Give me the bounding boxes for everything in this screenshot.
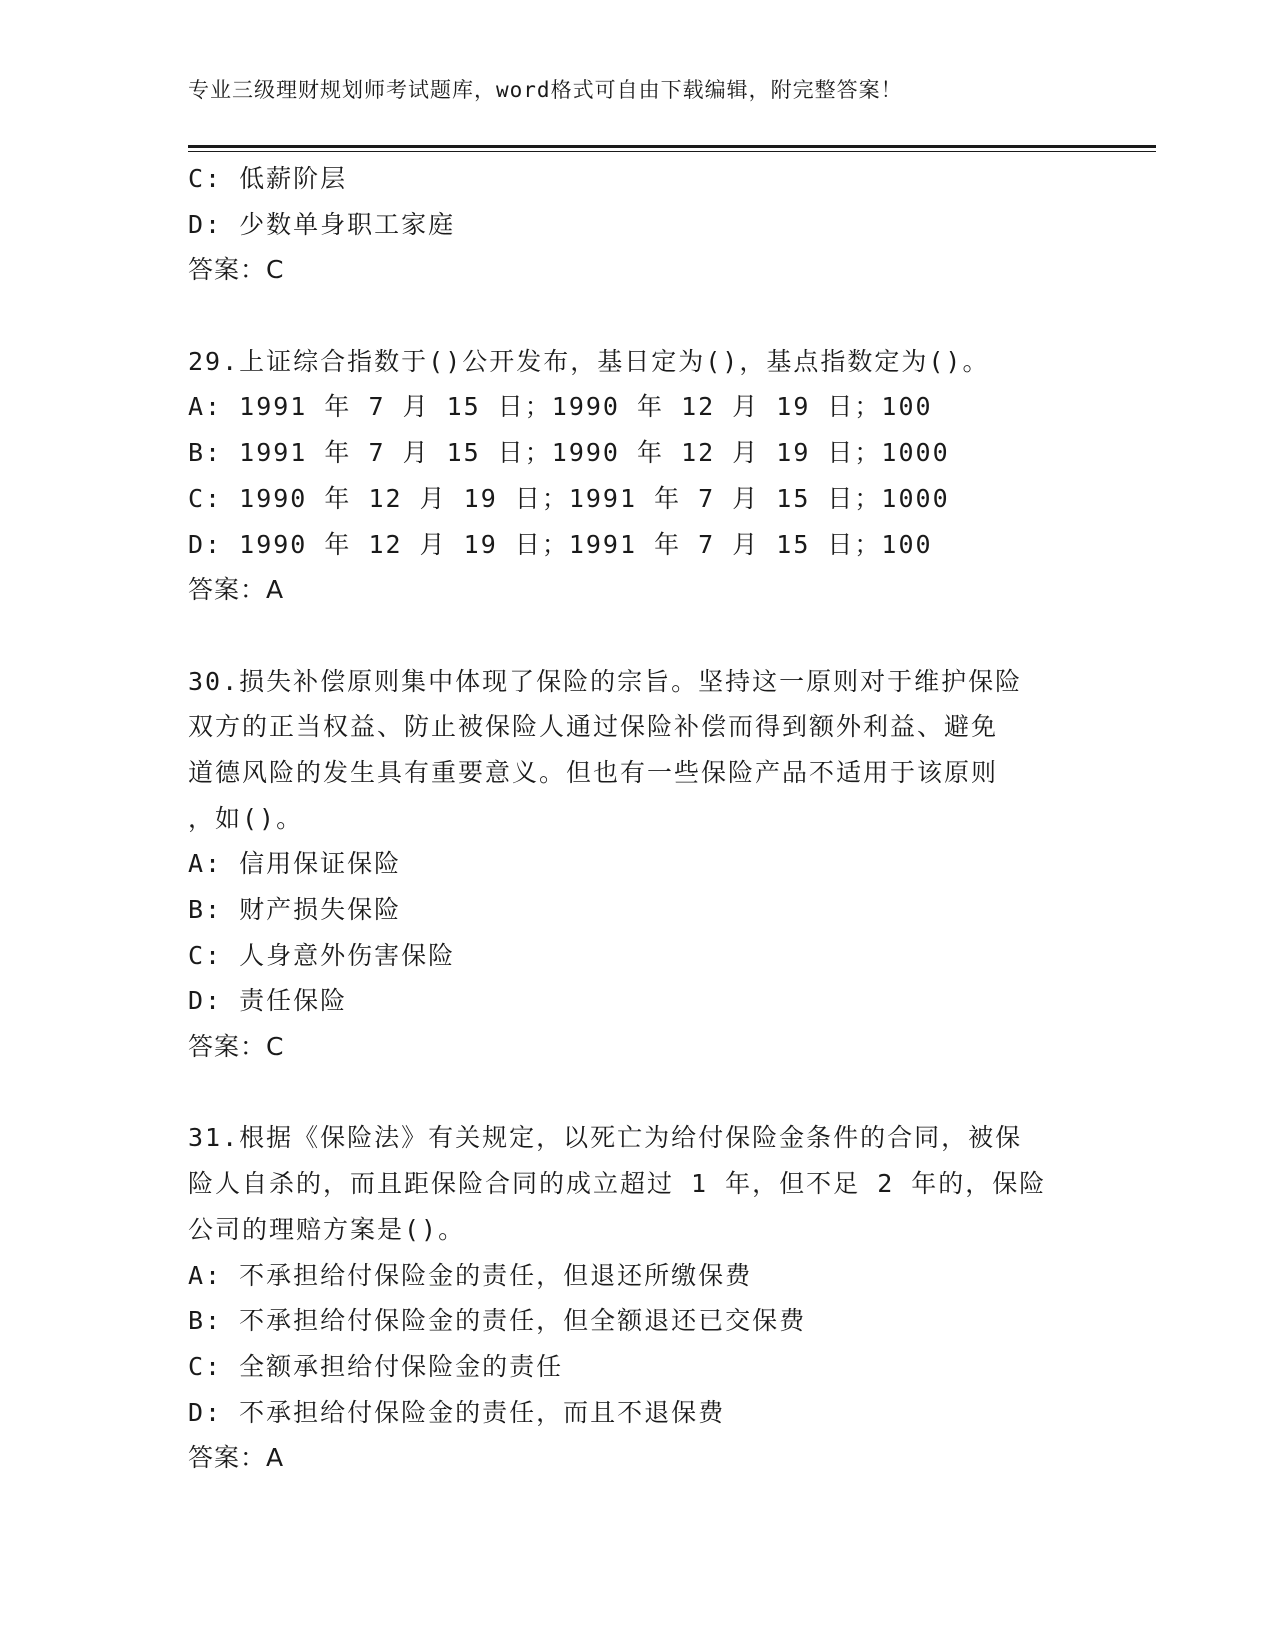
option-line: B: 1991 年 7 月 15 日；1990 年 12 月 19 日；1000	[188, 438, 950, 468]
option-line: A: 1991 年 7 月 15 日；1990 年 12 月 19 日；100	[188, 392, 933, 422]
option-line: A: 信用保证保险	[188, 849, 402, 879]
answer-line: 答案：A	[188, 575, 285, 605]
spacer	[188, 1070, 1088, 1116]
question-stem: 31.根据《保险法》有关规定，以死亡为给付保险金条件的合同，被保	[188, 1123, 1023, 1153]
option-line: C: 1990 年 12 月 19 日；1991 年 7 月 15 日；1000	[188, 483, 950, 513]
question-stem: ，如()。	[188, 803, 304, 833]
answer-line: 答案：C	[188, 255, 285, 285]
question-stem: 双方的正当权益、防止被保险人通过保险补偿而得到额外利益、避免	[188, 712, 999, 742]
answer-line: 答案：A	[188, 1443, 285, 1473]
option-line: D: 少数单身职工家庭	[188, 209, 456, 239]
option-line: D: 不承担给付保险金的责任，而且不退保费	[188, 1397, 726, 1427]
option-line: C: 低薪阶层	[188, 164, 348, 193]
option-line: A: 不承担给付保险金的责任，但退还所缴保费	[188, 1260, 753, 1290]
spacer	[188, 293, 1088, 339]
option-line: C: 全额承担给付保险金的责任	[188, 1351, 564, 1381]
question-stem: 公司的理赔方案是()。	[188, 1214, 466, 1244]
header-rule-thick	[188, 145, 1156, 148]
option-line: B: 财产损失保险	[188, 895, 402, 924]
option-line: B: 不承担给付保险金的责任，但全额退还已交保费	[188, 1306, 807, 1336]
question-stem: 险人自杀的，而且距保险合同的成立超过 1 年，但不足 2 年的，保险	[188, 1169, 1047, 1199]
answer-line: 答案：C	[188, 1032, 285, 1062]
option-line: C: 人身意外伤害保险	[188, 940, 456, 970]
option-line: D: 责任保险	[188, 986, 348, 1016]
question-stem: 30.损失补偿原则集中体现了保险的宗旨。坚持这一原则对于维护保险	[188, 666, 1023, 696]
question-stem: 道德风险的发生具有重要意义。但也有一些保险产品不适用于该原则	[188, 757, 999, 787]
question-stem: 29.上证综合指数于()公开发布，基日定为()，基点指数定为()。	[188, 346, 990, 376]
spacer	[188, 613, 1088, 659]
page-header: 专业三级理财规划师考试题库，word格式可自由下载编辑，附完整答案！	[188, 78, 903, 102]
option-line: D: 1990 年 12 月 19 日；1991 年 7 月 15 日；100	[188, 529, 933, 559]
question-content	[188, 156, 1088, 1481]
header-rule-thin	[188, 151, 1156, 152]
